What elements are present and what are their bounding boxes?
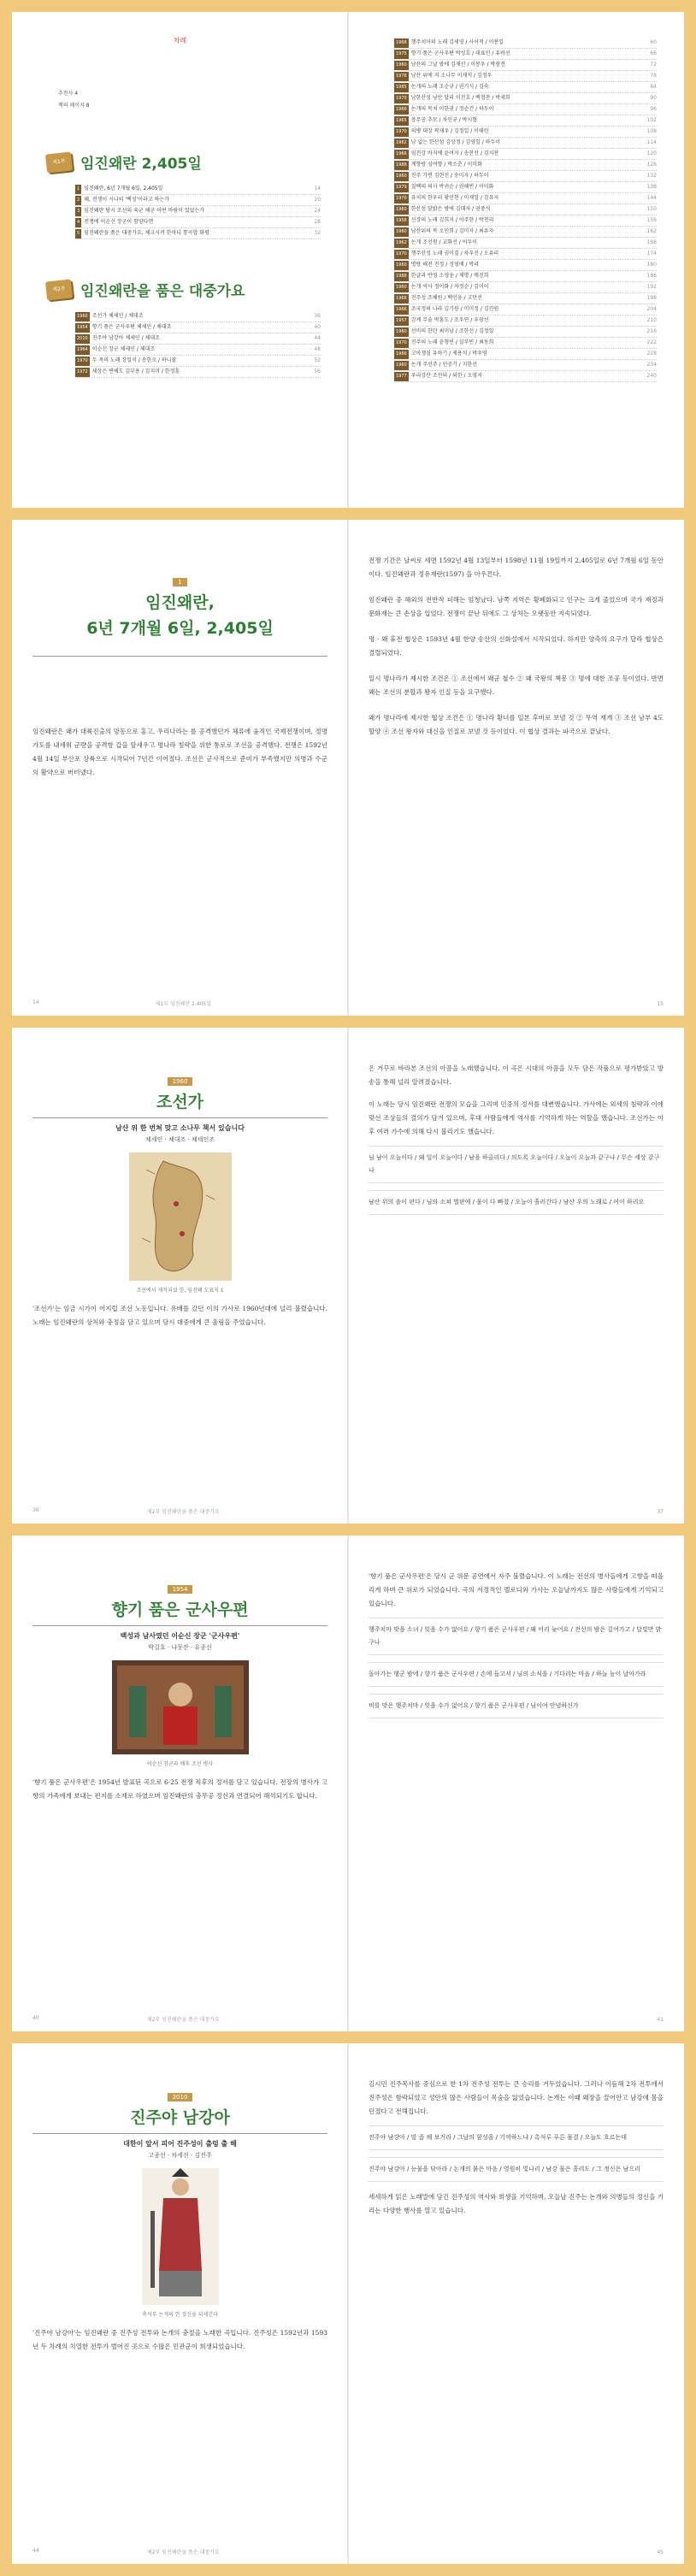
toc-entry-page: 144 <box>646 195 657 201</box>
toc-entry-title: 진주야 남강아 체세인 / 체대조 <box>91 335 160 341</box>
page-footer <box>32 2548 327 2555</box>
toc-entry-title: 행주치마의 노래 김세영 / 사이적 / 이봉일 <box>410 39 504 45</box>
toc-entry-tag: 1960 <box>394 61 409 70</box>
toc-entry-page: 198 <box>646 295 657 301</box>
toc-entry-page: 28 <box>314 219 321 225</box>
toc-entry[interactable] <box>394 160 657 171</box>
divider <box>32 656 327 657</box>
toc-entry[interactable] <box>394 338 657 349</box>
page-number: 36 <box>32 1507 39 1513</box>
toc-entry-tag: 1970 <box>394 127 409 137</box>
toc-entry-title: 충무공 추모 / 차인규 / 박시형 <box>410 117 478 123</box>
song-title: 조선가 <box>156 1093 204 1111</box>
toc-entry-title: 계향랑 심여향 / 박소춘 / 이미화 <box>410 162 482 168</box>
page-footer <box>32 2015 327 2023</box>
jinju-left-page <box>12 2043 348 2564</box>
divider <box>32 1625 327 1626</box>
page-footer <box>369 2017 664 2023</box>
toc-entry-tag: 1988 <box>394 272 409 281</box>
toc-entry-page: 186 <box>646 273 657 279</box>
lyrics-block: 진주야 남강아 / 말 좀 해 보거라 / 그날의 함성을 / 기억하느냐 / 촉석루 푸른 물결 / 오늘도 흐르는데 <box>369 2125 664 2150</box>
toc-entry-title: 남 없는 한산섬 김상정 / 김영일 / 하두이 <box>410 139 501 145</box>
part1-list <box>75 184 321 239</box>
chapter1-right-page <box>348 520 684 1016</box>
toc-entry-tag: 2 <box>75 196 81 205</box>
toc-entry[interactable] <box>394 82 657 93</box>
toc-entry[interactable] <box>75 356 321 367</box>
toc-entry-tag: 1954 <box>75 323 90 333</box>
toc-entry[interactable] <box>394 38 657 49</box>
toc-entry-title: 선비의 한탄 최미남 / 조한선 / 김정일 <box>410 328 494 334</box>
toc-entry[interactable] <box>394 227 657 238</box>
chapter1-left-page <box>12 520 348 1016</box>
toc-entry-tag: 1960 <box>394 172 409 181</box>
toc-entry[interactable] <box>394 371 657 382</box>
lyrics-block: 남산 위의 솔이 펀다 / 님의 소쳐 벌판에 / 물이 다 빠졌 / 오늘이 흘러간다 / 남산 우의 노래로 / 어이 하리오 <box>369 1190 664 1215</box>
toc-entry-page: 24 <box>314 208 321 214</box>
toc-entry[interactable] <box>394 49 657 60</box>
page-footer <box>32 1507 327 1515</box>
chapter-heading <box>32 1070 327 1112</box>
toc-entry-tag: 1978 <box>394 72 409 81</box>
toc-entry-page: 84 <box>650 84 657 90</box>
toc-entry-tag: 1960 <box>394 261 409 270</box>
year-badge: 1960 <box>168 1077 193 1086</box>
toc-entry-title: 논개의 노래 조순규 / 권기식 / 김숙 <box>410 84 489 90</box>
body-paragraph: 왜가 명나라에 제시한 협상 조건은 ① 명나라 황녀를 일본 후비로 보낼 것 ② 무역 재개 ③ 조선 남부 4도 할양 ④ 조선 왕자와 대신을 인질로 보낼 것 등이었다. 이 협상 결과는 파국으로 끝났다. <box>369 714 664 735</box>
divider <box>32 1117 327 1118</box>
toc-entry[interactable] <box>75 217 321 228</box>
toc-entry-page: 20 <box>314 197 321 203</box>
toc-entry-title: 임진왜란 당시 조선의 육군 해군 어떤 바람이 있었는가 <box>84 208 205 214</box>
toc-entry[interactable] <box>394 282 657 293</box>
toc-right-list <box>394 38 657 382</box>
toc-entry-title: 임진강 바지에 윤여자 / 송찬선 / 김지찬 <box>410 150 499 156</box>
toc-entry-tag: 1958 <box>394 216 409 226</box>
toc-entry-title: 진주성 조혜원 / 백인웅 / 고만선 <box>410 295 482 301</box>
toc-entry-page: 216 <box>646 328 657 334</box>
toc-entry-page: 192 <box>646 284 657 290</box>
body-paragraph: 은 거꾸로 바라본 조선의 아픔을 노래했습니다. 이 곡은 시대의 아픔을 모두 담은 작품으로 평가받았고 방송을 통해 널리 알려졌습니다. <box>369 1064 664 1086</box>
toc-entry-page: 126 <box>646 162 657 168</box>
toc-entry[interactable] <box>394 327 657 338</box>
toc-entry-tag: 4 <box>75 218 81 227</box>
toc-entry[interactable] <box>394 127 657 138</box>
body-paragraph: '조선가'는 임금 시가이 어지럽 조선 노동입니다. 유배를 갔던 이의 가사로 1960년대에 널리 불렸습니다. 노래는 임진왜란의 상처와 충정을 담고 있으며 당시 대중에게 큰 울림을 주었습니다. <box>32 1305 327 1326</box>
toc-entry-tag: 1964 <box>75 345 90 355</box>
toc-entry-tag: 1957 <box>394 316 409 326</box>
toc-entry-title: 두 목의 노래 장일석 / 송한오 / 하니잘 <box>91 357 177 363</box>
jinju-right-page <box>348 2043 684 2564</box>
song-subtitle: 대한이 앞서 피어 진주성이 출렁 출 해 <box>123 2140 237 2148</box>
song-subtitle: 백성과 남사였던 이순신 장군 '군사우편' <box>120 1632 240 1640</box>
toc-entry-title: 우리강산 조선의 / 외한 / 오영지 <box>410 373 482 379</box>
body-paragraph: '향기 품은 군사우편'은 1954년 발표된 곡으로 6·25 전쟁 직후의 정서를 담고 있습니다. 전장의 병사가 고향의 가족에게 보내는 편지를 소재로 하였으며 임진왜란의 충무공 정신과 연결되어 해석되기도 합니다. <box>32 1778 327 1800</box>
toc-entry-tag: 1968 <box>394 38 409 48</box>
toc-entry-page: 108 <box>646 128 657 134</box>
page-number: 15 <box>657 1001 664 1007</box>
toc-entry[interactable] <box>394 60 657 71</box>
toc-entry-page: 180 <box>646 262 657 268</box>
toc-entry-page: 168 <box>646 239 657 245</box>
toc-entry-title: 조선가 체세인 / 체대조 <box>91 313 144 319</box>
toc-entry[interactable] <box>394 104 657 115</box>
song-credits: 박길호 · 나뭇잔 · 유종선 <box>148 1644 212 1651</box>
song-credits: 체세인 · 체대조 · 체세인조 <box>145 1136 215 1143</box>
toc-entry-title: 고아쟁심 유하기 / 제용석 / 박우영 <box>410 351 487 357</box>
toc-entry[interactable] <box>394 138 657 149</box>
toc-entry-title: 논개의 목쳐 이한권 / 정순건 / 하두이 <box>410 106 494 112</box>
toc-entry-page: 234 <box>646 362 657 368</box>
toc-entry-title: 왜, 전쟁이 시나의 '백성'이라고 하는가 <box>84 197 169 203</box>
toc-left-page <box>12 12 348 508</box>
running-head: 제1부 임진왜란 2,405일 <box>155 1001 212 1007</box>
toc-entry-page: 204 <box>646 306 657 312</box>
figure-caption: 이순신 장군과 배후 조선 병사 <box>146 1761 214 1767</box>
toc-entry-page: 90 <box>650 95 657 101</box>
toc-entry[interactable] <box>394 249 657 260</box>
toc-entry-tag: 1970 <box>394 94 409 103</box>
body-paragraph: 전쟁 기간은 날씨로 세면 1592년 4월 13일부터 1598년 11월 19일까지 2,405일로 6년 7개월 6일 동안이다. 임진왜란과 정유재란(1597) 을 아우른다. <box>369 557 664 578</box>
toc-entry-tag: 1966 <box>394 294 409 304</box>
toc-meta <box>58 88 327 112</box>
toc-entry-tag: 1985 <box>394 83 409 92</box>
lyrics-block: 돌아가는 행군 밤에 / 향기 품은 군사우편 / 손에 들고서 / 님의 소식을 / 기다리는 마음 / 하늘 높이 날아가라 <box>369 1662 664 1687</box>
toc-entry[interactable] <box>394 304 657 315</box>
toc-entry[interactable] <box>75 333 321 345</box>
toc-entry-tag: 1966 <box>394 150 409 159</box>
part1-block <box>46 146 327 184</box>
toc-entry-page: 78 <box>650 73 657 79</box>
toc-entry-title: 진주 가면 김현진 / 송미자 / 하두이 <box>410 173 489 179</box>
spread-chapter-military-mail <box>12 1536 684 2031</box>
toc-entry-tag: 2010 <box>75 334 90 344</box>
toc-entry-page: 66 <box>650 50 657 56</box>
toc-entry-page: 174 <box>646 251 657 256</box>
part2-title: 임진왜란을 품은 대중가요 <box>80 283 245 300</box>
toc-entry[interactable] <box>394 115 657 127</box>
page-number: 41 <box>657 2017 664 2023</box>
toc-entry-tag: 1962 <box>394 139 409 148</box>
toc-entry[interactable] <box>75 345 321 356</box>
chapter-heading <box>32 2086 327 2128</box>
page-number: 44 <box>32 2548 39 2554</box>
toc-entry[interactable] <box>394 260 657 271</box>
toc-entry[interactable] <box>394 149 657 160</box>
song-title: 진주야 남강아 <box>130 2108 230 2127</box>
page-number: 40 <box>32 2015 39 2021</box>
part2-block <box>46 274 327 311</box>
toc-entry[interactable] <box>75 367 321 378</box>
toc-entry-title: 한글과 반영 소영웅 / 제명 / 매진희 <box>410 273 489 279</box>
running-head: 제2부 임진왜란을 품은 대중가요 <box>146 1509 220 1515</box>
toc-entry-title: 한산섬 달밝은 밤에 김대자 / 권중석 <box>410 206 491 212</box>
toc-entry-page: 222 <box>646 339 657 345</box>
toc-entry[interactable] <box>394 93 657 104</box>
toc-entry[interactable] <box>394 360 657 371</box>
toc-entry-tag: 1965 <box>394 116 409 126</box>
toc-entry-tag: 1960 <box>75 312 90 321</box>
toc-entry-tag: 1977 <box>394 372 409 381</box>
toc-entry-page: 48 <box>314 346 321 352</box>
song-title: 향기 품은 군사우편 <box>111 1600 249 1619</box>
toc-entry-page: 56 <box>314 368 321 374</box>
toc-entry-tag: 1 <box>75 185 81 194</box>
toc-entry-tag: 1966 <box>394 305 409 315</box>
toc-entry[interactable] <box>75 228 321 239</box>
toc-entry-title: 논개 주선주 / 인공기 / 지한선 <box>410 362 478 368</box>
toc-entry-tag: 1970 <box>394 194 409 203</box>
painting-illustration <box>112 1660 249 1754</box>
toc-entry[interactable] <box>394 271 657 282</box>
toc-entry-title: 남산위의 목 오민희 / 김미자 / 최유자 <box>410 228 494 234</box>
toc-entry-title: 유치의 한우리 황인현 / 이재일 / 김유지 <box>410 195 499 201</box>
toc-entry-tag: 1966 <box>394 350 409 359</box>
toc-entry-page: 162 <box>646 228 657 234</box>
toc-entry-title: 향기 품은 군사우편 박성호 / 대표인 / 유하선 <box>410 50 510 56</box>
toc-entry-tag: 1979 <box>394 183 409 192</box>
toc-entry-title: 의병 대장 곽재우 / 김정일 / 이태린 <box>410 128 489 134</box>
toc-entry-page: 228 <box>646 351 657 357</box>
toc-entry-title: 논개 조선원 / 교화선 / 이두이 <box>410 239 478 245</box>
toc-entry-page: 32 <box>314 230 321 236</box>
mail-left-page <box>12 1536 348 2031</box>
toc-entry-title: 칠백의 의사 박귀순 / 권혜빈 / 이미화 <box>410 184 494 190</box>
lyrics-block: 진주야 남강아 / 눈물을 닦아라 / 논개의 붉은 마음 / 영원히 빛나리 / 남강 물은 흘러도 / 그 정신은 남으리 <box>369 2157 664 2182</box>
toc-entry-tag: 1960 <box>394 327 409 337</box>
divider <box>32 2133 327 2134</box>
year-badge: 1954 <box>168 1585 193 1594</box>
toc-meta-line: 책의 페이지 8 <box>58 103 90 109</box>
toc-entry-title: 신장의 노래 김희지 / 이주한 / 박천리 <box>410 217 494 223</box>
running-head: 제2부 임진왜란을 품은 대중가요 <box>146 2549 220 2555</box>
toc-entry-title: 진주의 노래 윤형빈 / 실부빈 / 최동희 <box>410 339 494 345</box>
toc-entry-title: 감계 무술 박홍도 / 조우연 / 우광선 <box>410 317 489 323</box>
body-paragraph: 임진왜란은 왜가 대륙진출의 망동으로 홍고, 우리나라는 를 공격했던가 체류에 움직인 국제전쟁이며, 정명가도를 내세워 군량을 공격함 갑을 앞세우고 명나라 침략을 위한 통로로 조선을 공격했다. 전쟁은 1592년 4월 14일 부산포 상륙으로 시작되어 7년간 이어졌다. 조선은 군사적으로 준비가 부족했지만 의병과 수군의 활약으로 버텨냈다. <box>32 728 327 776</box>
toc-entry[interactable] <box>394 238 657 249</box>
body-paragraph: 명 · 왜 휴전 협상은 1593년 4월 한양 송산의 신화설에서 시작되었다. 하지만 양측의 요구가 달라 협상은 결렬되었다. <box>369 635 664 657</box>
toc-entry-tag: 1960 <box>394 227 409 237</box>
chapter-heading <box>32 1578 327 1620</box>
toc-entry[interactable] <box>75 322 321 333</box>
toc-entry-page: 150 <box>646 206 657 212</box>
toc-entry[interactable] <box>394 193 657 204</box>
figure-caption: 촉석루 논개의 한 정신을 되새긴다 <box>142 2312 218 2318</box>
page-number: 14 <box>32 999 39 1005</box>
toc-entry[interactable] <box>394 204 657 215</box>
toc-entry-tag: 1975 <box>394 50 409 59</box>
spread-toc <box>12 12 684 508</box>
toc-entry-page: 156 <box>646 217 657 223</box>
map-illustration <box>129 1152 232 1281</box>
body-paragraph: '향기 품은 군사우편'은 당시 군 위문 공연에서 자주 불렸습니다. 이 노래는 전선의 병사들에게 고향을 떠올리게 하며 큰 위로가 되었습니다. 곡의 서정적인 멜로디와 가사는 오늘날까지도 많은 사람들에게 기억되고 있습니다. <box>369 1572 664 1607</box>
page-footer <box>369 1509 664 1515</box>
page-footer <box>369 2549 664 2555</box>
toc-entry-page: 44 <box>314 335 321 341</box>
toc-entry-page: 96 <box>650 106 657 112</box>
toc-entry-tag: 5 <box>75 229 81 239</box>
toc-entry-title: 임진왜란, 6년 7개월 6일, 2,405일 <box>84 186 163 192</box>
toc-entry-page: 120 <box>646 150 657 156</box>
toc-entry-title: 조국정의 나라 김기원 / 이미정 / 김진원 <box>410 306 499 312</box>
toc-meta-line: 추천사 4 <box>58 91 79 97</box>
toc-entry[interactable] <box>394 171 657 182</box>
toc-entry-tag: 1966 <box>394 105 409 115</box>
chapter1-title-line2: 6년 7개월 6일, 2,405일 <box>86 619 274 638</box>
toc-entry-page: 240 <box>646 373 657 379</box>
toc-entry-title: 향기 품은 군사우편 체세인 / 체대조 <box>91 324 172 330</box>
part1-badge: 제1부 <box>45 151 73 173</box>
toc-entry-page: 52 <box>314 357 321 363</box>
toc-entry-title: 남산 위에 저 소나무 이재석 / 김정우 <box>410 73 493 79</box>
body-paragraph: 임진왜란 중 해외의 전반적 피해는 엄청났다. 남쪽 지역은 황폐화되고 인구는 크게 줄었으며 국가 재정과 문화재는 큰 손상을 입었다. 전쟁이 끝난 뒤에도 그 상처는 오랫동안 지속되었다. <box>369 596 664 617</box>
toc-entry[interactable] <box>75 206 321 217</box>
spread-chapter-jinju <box>12 2043 684 2564</box>
toc-right-page <box>348 12 684 508</box>
toc-entry-title: 논개 역사 정이화 / 차정순 / 김미이 <box>410 284 489 290</box>
toc-entry-title: 남산의 그날 밤에 김재선 / 이봉우 / 박창전 <box>410 62 505 68</box>
toc-entry-page: 132 <box>646 173 657 179</box>
toc-entry-tag: 1988 <box>394 161 409 170</box>
toc-entry-page: 72 <box>650 62 657 68</box>
toc-entry-tag: 1960 <box>394 361 409 370</box>
toc-entry-title: 명랑 해전 진정 / 성영배 / 박리 <box>410 262 479 268</box>
toc-entry[interactable] <box>394 293 657 304</box>
running-head: 제2부 임진왜란을 품은 대중가요 <box>146 2017 220 2023</box>
toc-entry[interactable] <box>394 215 657 227</box>
year-badge: 2010 <box>168 2093 193 2101</box>
body-paragraph: 김시민 진주목사를 중심으로 한 1차 진주성 전투는 큰 승리를 거두었습니다. 그러나 이듬해 2차 전투에서 진주성은 함락되었고 성안의 많은 사람들이 목숨을 잃었습니다. 논개는 이때 왜장을 끌어안고 남강에 몸을 던졌다고 전해집니다. <box>369 2080 664 2115</box>
toc-entry-page: 36 <box>314 313 321 319</box>
toc-entry-title: 전쟁에 이순신 장군이 함양다면 <box>84 219 154 225</box>
lyrics-block: 행주치마 맞을 소녀 / 잊을 수가 없어요 / 향기 품은 군사우편 / 왜 이리 늦어요 / 전선의 밤은 깊어가고 / 달빛만 밝구나 <box>369 1618 664 1655</box>
part2-list <box>75 311 321 378</box>
figure-caption: 조선에서 제작되었 한, 임진왜 도표지 1 <box>136 1288 224 1294</box>
chapter1-badge: 1 <box>173 578 186 587</box>
lyrics-block: 비를 맞은 행주치마 / 잊을 수가 없어요 / 향기 품은 군사우편 / 님이여 안녕하신가 <box>369 1694 664 1718</box>
toc-entry[interactable] <box>75 311 321 322</box>
statue-illustration <box>142 2168 219 2305</box>
chapter1-heading <box>32 571 327 639</box>
toc-entry-page: 114 <box>646 139 657 145</box>
toc-entry-page: 40 <box>314 324 321 330</box>
toc-entry-tag: 1970 <box>394 339 409 348</box>
page-footer <box>369 1001 664 1007</box>
body-paragraph: '진주야 남강아'는 임진왜란 중 진주성 전투와 논개의 충절을 노래한 곡입니다. 진주성은 1592년과 1593년 두 차례의 치열한 전투가 벌어진 곳으로 수많은 민관군이 희생되었습니다. <box>32 2329 327 2350</box>
body-paragraph: 세세하게 읽은 노래말에 담긴 진주성의 역사와 희생을 기억하며, 오늘날 진주는 논개와 의병들의 정신을 기리는 다양한 행사를 열고 있습니다. <box>369 2193 664 2214</box>
lyrics-block: 님 남이 오늘이다 / 왜 일이 오늘이다 / 남을 하올리다 / 의도록 오늘이다 / 오늘이 오늘과 같구나 / 무슨 세상 같구나 <box>369 1146 664 1183</box>
toc-entry-page: 138 <box>646 184 657 190</box>
mail-right-page <box>348 1536 684 2031</box>
toc-header: 차례 <box>173 37 187 44</box>
song-subtitle: 남산 위 한 번쳐 맞고 소나무 책서 있습니다 <box>115 1124 245 1132</box>
toc-entry-title: 이순신 장군 체세인 / 체대조 <box>91 346 156 352</box>
body-paragraph: 일시 명나라가 제시한 조건은 ① 조선에서 왜군 철수 ② 왜 국왕의 책봉 ③ 명에 대한 조공 등이었다. 반면 왜는 조선의 분할과 왕자 인질 등을 요구했다. <box>369 675 664 696</box>
toc-entry-tag: 1972 <box>75 368 90 377</box>
joseonga-left-page <box>12 1028 348 1524</box>
spread-chapter-joseonga <box>12 1028 684 1524</box>
toc-entry[interactable] <box>394 182 657 193</box>
toc-entry-tag: 3 <box>75 207 81 216</box>
song-credits: 고종선 · 차세진 · 김진주 <box>148 2152 212 2159</box>
toc-entry-title: 세상은 변해도 김부용 / 김지미 / 한정훈 <box>91 368 180 374</box>
toc-entry-tag: 1962 <box>394 239 409 248</box>
toc-entry-tag: 1960 <box>394 205 409 215</box>
spread-chapter1 <box>12 520 684 1016</box>
toc-entry-page: 60 <box>650 39 657 45</box>
joseonga-right-page <box>348 1028 684 1524</box>
toc-entry[interactable] <box>394 349 657 360</box>
toc-entry-title: 행주산성 노래 권이결 / 차우선 / 오유리 <box>410 251 499 256</box>
toc-entry-tag: 1970 <box>75 357 90 366</box>
toc-entry-page: 210 <box>646 317 657 323</box>
page-number: 45 <box>657 2549 664 2555</box>
toc-entry[interactable] <box>394 71 657 82</box>
toc-entry-tag: 1970 <box>394 250 409 259</box>
part1-title: 임진왜란 2,405일 <box>80 156 202 173</box>
toc-entry-tag: 1960 <box>394 283 409 292</box>
toc-entry[interactable] <box>75 195 321 206</box>
page-number: 37 <box>657 1509 664 1515</box>
chapter1-title-line1: 임진왜란, <box>145 593 215 612</box>
toc-entry-title: 남한산성 낭산 달리 이진호 / 백정찬 / 박세희 <box>410 95 510 101</box>
toc-entry[interactable] <box>75 184 321 195</box>
part2-badge: 제2부 <box>45 279 73 300</box>
toc-entry-page: 102 <box>646 117 657 123</box>
body-paragraph: 이 노래는 당시 임진왜란 전쟁의 모습을 그리며 민중의 정서를 대변했습니다. 가사에는 외세의 침략과 이에 맞선 조상들의 결의가 담겨 있으며, 후대 사람들에게 역사를 기억하게 하는 역할을 했습니다. 조선가는 이후 여러 가수에 의해 다시 불리기도 했습니다. <box>369 1100 664 1135</box>
page-footer <box>32 999 327 1007</box>
toc-entry[interactable] <box>394 315 657 327</box>
toc-entry-title: 임진왜란을 품은 대중가요, 체크시켜 한마디 통곡합 화평 <box>84 230 209 236</box>
toc-entry-page: 14 <box>314 186 321 192</box>
